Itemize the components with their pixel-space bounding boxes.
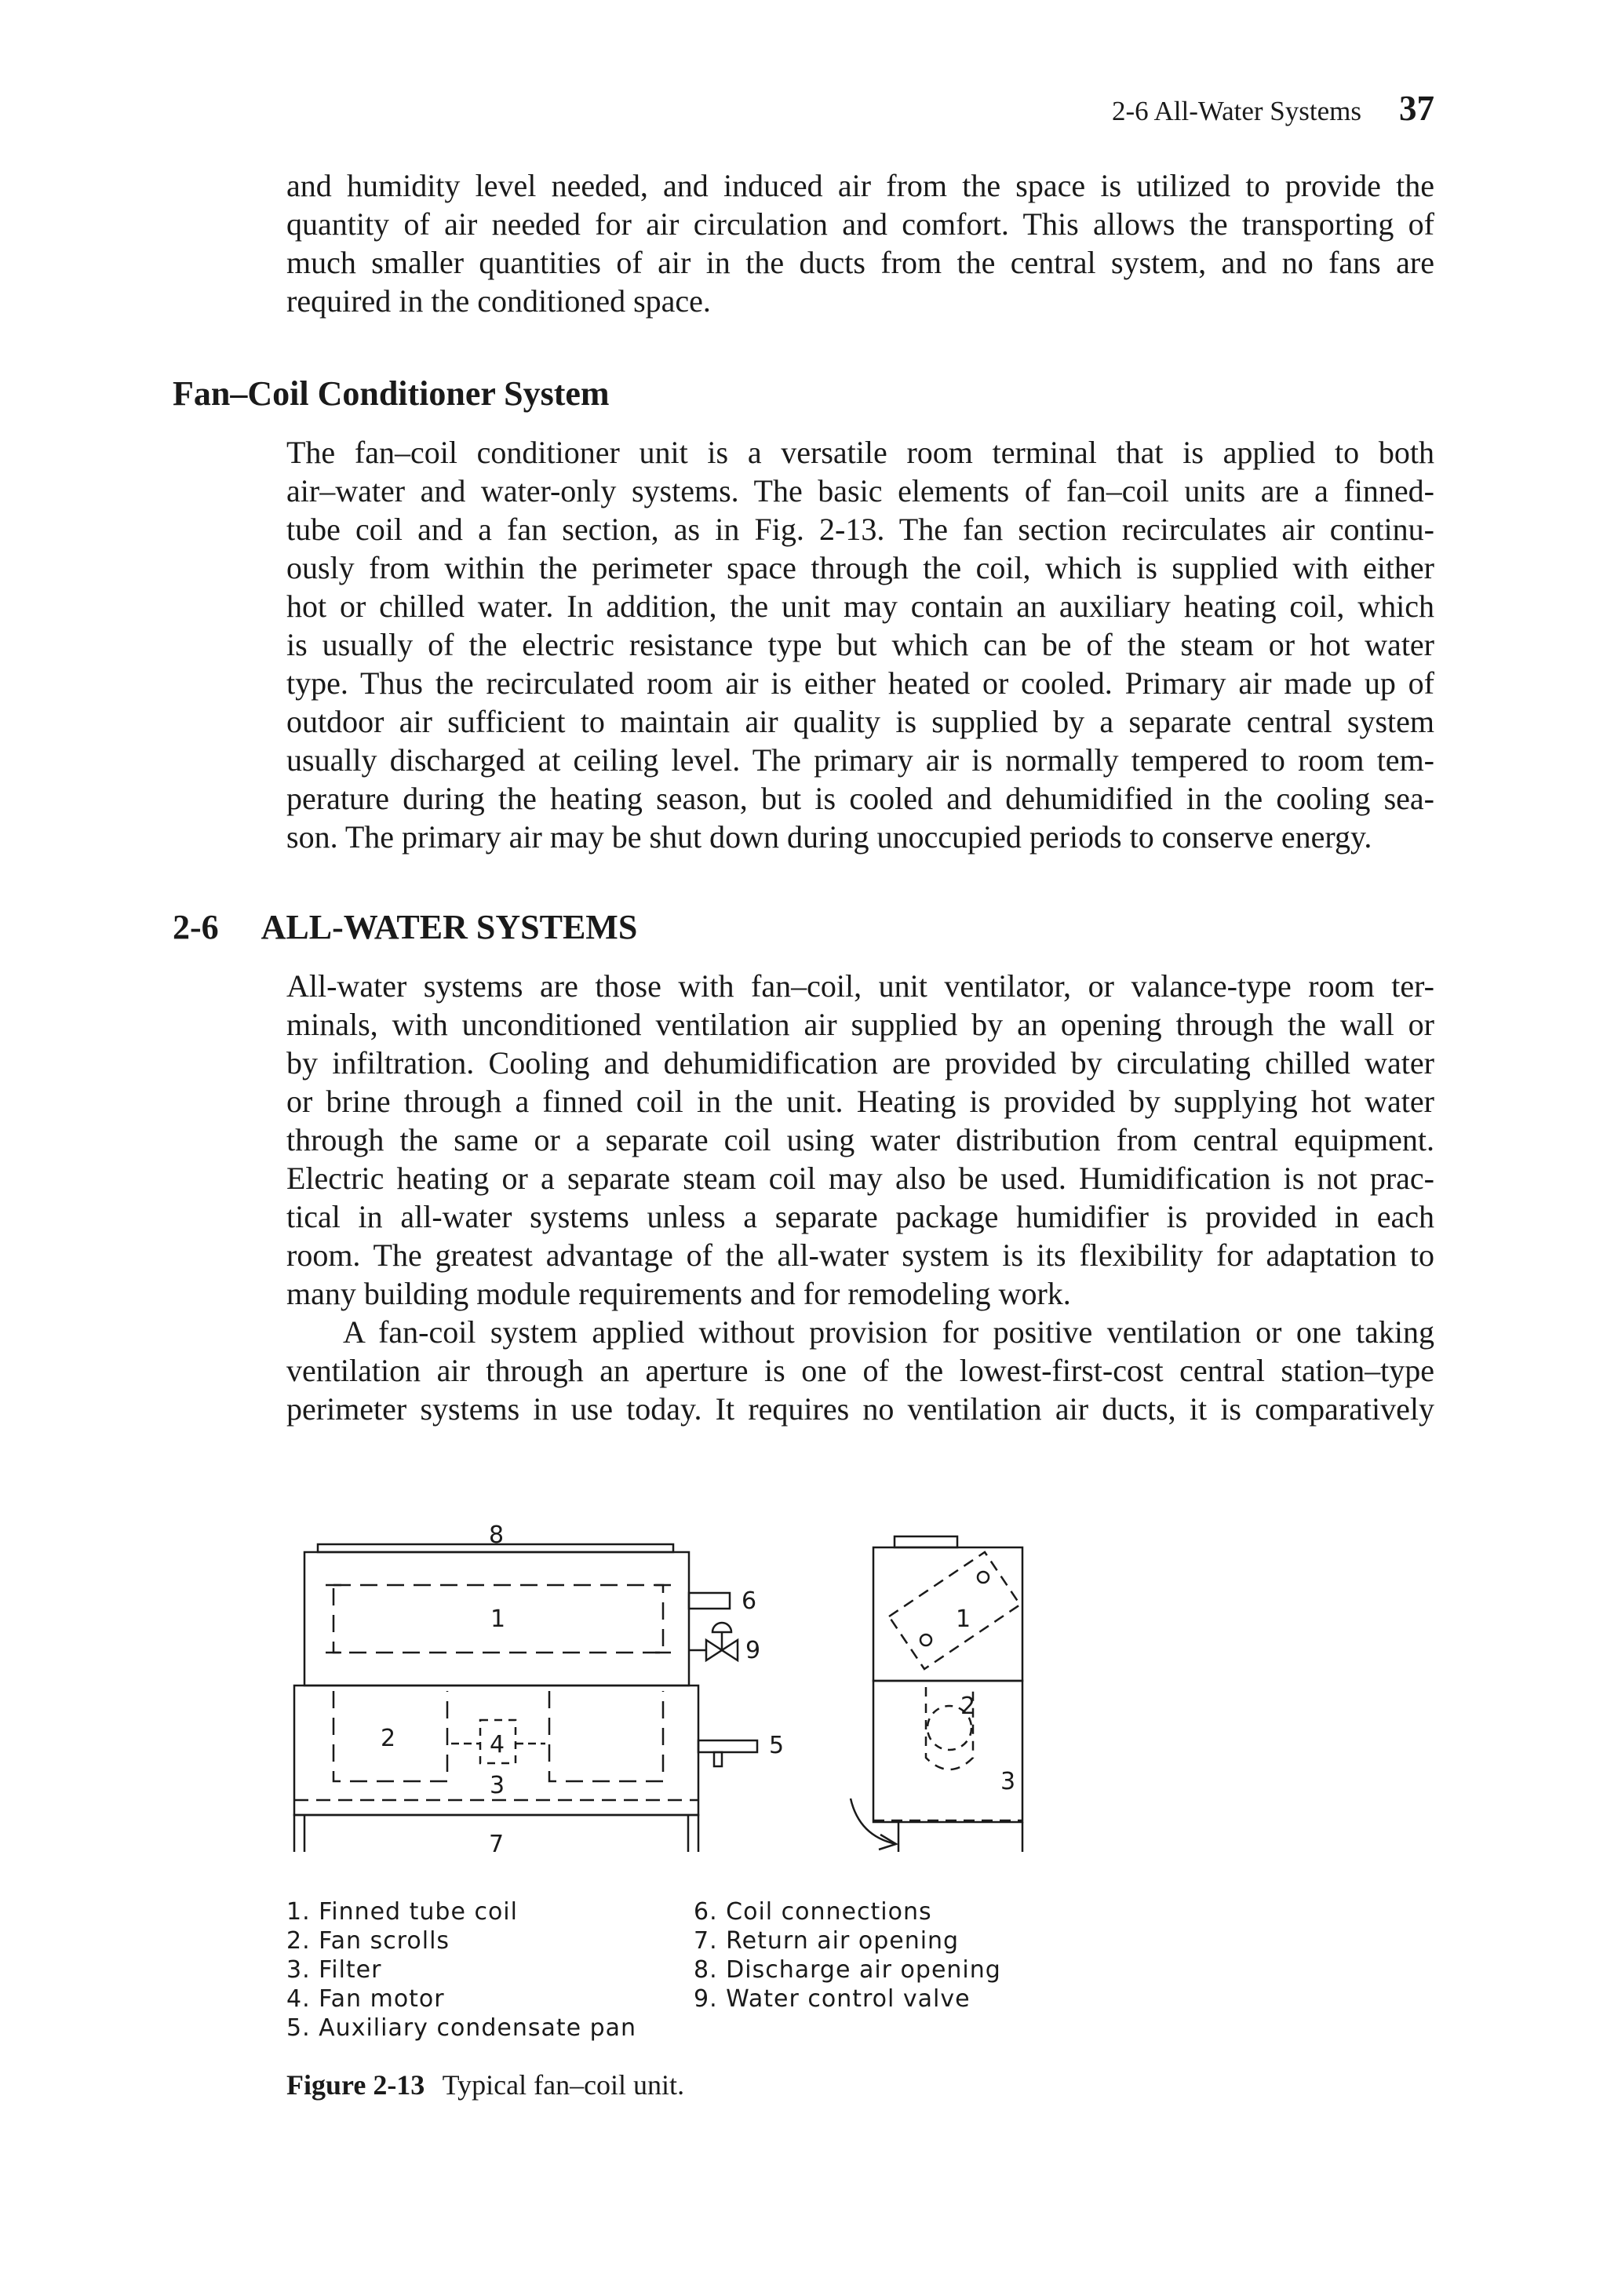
figure-caption-text: Typical fan–coil unit.: [442, 2069, 685, 2101]
diagram-label-3: 3: [490, 1772, 505, 1799]
paragraph-fan-coil-system: [286, 1313, 1434, 1428]
text-line: quantity of air needed for air circulation and comfort. This allows the transporting of: [286, 206, 1434, 242]
running-header: [1112, 88, 1434, 129]
paragraph-fan-coil-conditioner: [286, 433, 1434, 856]
legend-item: 8. Discharge air opening: [694, 1956, 1001, 1984]
paragraph-induction-end: [286, 166, 1434, 320]
text-line: The fan–coil conditioner unit is a versatile room terminal that is applied to both: [286, 435, 1434, 470]
text-line: through the same or a separate coil using water distribution from central equipment.: [286, 1122, 1434, 1157]
coil-connection-pipe: [689, 1593, 730, 1609]
diagram-label-9: 9: [745, 1637, 761, 1664]
text-line: air–water and water-only systems. The basic elements of fan–coil units are a finned-: [286, 473, 1434, 508]
fan-coil-diagram-svg: [282, 1522, 1051, 1852]
text-line: tube coil and a fan section, as in Fig. 2-13. The fan section recirculates air continu-: [286, 512, 1434, 547]
legend-item: 9. Water control valve: [694, 1985, 971, 2013]
legend-right: [694, 1897, 1001, 2014]
section-heading: [173, 907, 637, 947]
side-label-2: 2: [960, 1693, 976, 1720]
legend-item: 5. Auxiliary condensate pan: [286, 2014, 637, 2042]
text-line: tical in all-water systems unless a separate package humidifier is provided in each: [286, 1199, 1434, 1234]
figure-number: Figure 2-13: [286, 2069, 425, 2101]
header-section-title: 2-6 All-Water Systems: [1112, 96, 1361, 126]
text-line: A fan-coil system applied without provision for positive ventilation or one taking: [343, 1314, 1434, 1350]
text-line: ventilation air through an aperture is one of the lowest-first-cost central station–type: [286, 1353, 1434, 1388]
text-line: required in the conditioned space.: [286, 283, 711, 319]
diagram-label-8: 8: [489, 1522, 505, 1549]
fan-scroll-right: [549, 1691, 663, 1781]
text-line: ously from within the perimeter space through the coil, which is supplied with either: [286, 550, 1434, 585]
legend-item: 2. Fan scrolls: [286, 1927, 450, 1955]
text-line: many building module requirements and for remodeling work.: [286, 1276, 1071, 1311]
legend-item: 4. Fan motor: [286, 1985, 445, 2013]
side-fan-section: [873, 1681, 1022, 1822]
text-line: is usually of the electric resistance type but which can be of the steam or hot water: [286, 627, 1434, 662]
text-line: by infiltration. Cooling and dehumidification are provided by circulating chilled water: [286, 1045, 1434, 1081]
side-label-1: 1: [956, 1605, 971, 1633]
side-label-3: 3: [1000, 1768, 1016, 1795]
diagram-label-4: 4: [490, 1731, 505, 1758]
figure-caption: [286, 2068, 684, 2101]
legend-item: 1. Finned tube coil: [286, 1898, 518, 1926]
text-line: All-water systems are those with fan–coil, unit ventilator, or valance-type room ter-: [286, 968, 1434, 1004]
heading-fan-coil-conditioner: Fan–Coil Conditioner System: [173, 374, 610, 413]
diagram-label-6: 6: [742, 1587, 757, 1615]
legend-left: [286, 1897, 636, 2043]
text-line: much smaller quantities of air in the ducts from the central system, and no fans are: [286, 245, 1434, 280]
legend-item: 6. Coil connections: [694, 1898, 932, 1926]
text-line: outdoor air sufficient to maintain air quality is supplied by a separate central system: [286, 704, 1434, 739]
side-finned-coil: [889, 1552, 1020, 1669]
fan-coil-diagram: [282, 1522, 1051, 1852]
condensate-pan: [698, 1740, 757, 1752]
side-discharge-outline: [895, 1536, 957, 1547]
text-line: minals, with unconditioned ventilation air supplied by an opening through the wall or: [286, 1007, 1434, 1042]
text-line: perimeter systems in use today. It requires no ventilation air ducts, it is comparatively: [286, 1391, 1434, 1427]
text-line: son. The primary air may be shut down during unoccupied periods to conserve energy.: [286, 819, 1372, 855]
text-line: Electric heating or a separate steam coil may also be used. Humidification is not prac-: [286, 1161, 1434, 1196]
diagram-label-2: 2: [381, 1725, 396, 1752]
side-coil-section: [873, 1547, 1022, 1681]
text-line: perature during the heating season, but is cooled and dehumidified in the cooling sea-: [286, 781, 1434, 816]
section-title: ALL-WATER SYSTEMS: [261, 908, 638, 946]
text-line: and humidity level needed, and induced air from the space is utilized to provide the: [286, 168, 1434, 203]
legend-item: 7. Return air opening: [694, 1927, 960, 1955]
legend-item: 3. Filter: [286, 1956, 382, 1984]
text-line: hot or chilled water. In addition, the unit may contain an auxiliary heating coil, which: [286, 589, 1434, 624]
section-number: 2-6: [173, 908, 219, 946]
diagram-label-7: 7: [489, 1831, 505, 1852]
diagram-label-1: 1: [490, 1605, 506, 1633]
text-line: room. The greatest advantage of the all-water system is its flexibility for adaptation to: [286, 1237, 1434, 1273]
diagram-label-5: 5: [769, 1732, 785, 1759]
text-line: type. Thus the recirculated room air is either heated or cooled. Primary air made up of: [286, 665, 1434, 701]
text-line: usually discharged at ceiling level. The primary air is normally tempered to room tem-: [286, 742, 1434, 778]
paragraph-all-water-systems: [286, 967, 1434, 1313]
text-line: or brine through a finned coil in the unit. Heating is provided by supplying hot water: [286, 1084, 1434, 1119]
page-number: 37: [1399, 89, 1434, 128]
